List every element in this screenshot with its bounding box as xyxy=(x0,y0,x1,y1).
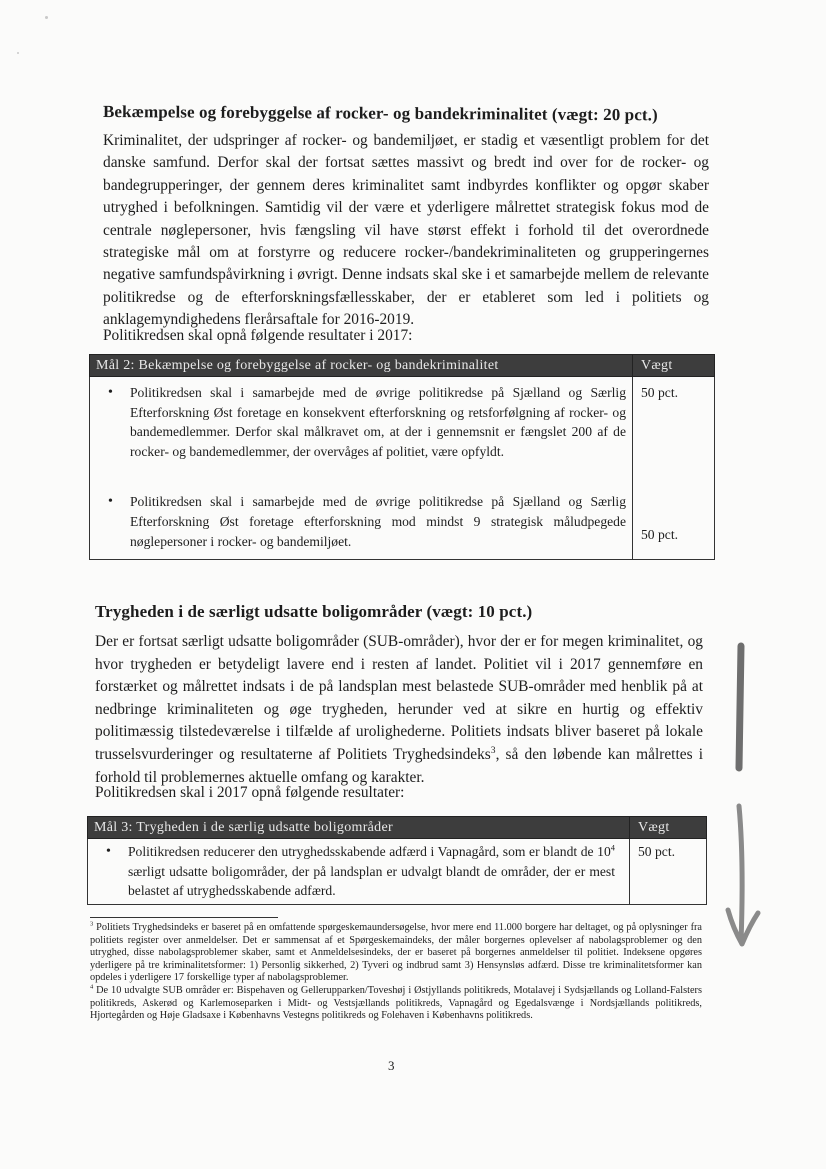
paragraph-text: , så den løbende kan målrettes i forhold til problemernes aktuelle omfang og karakter. xyxy=(95,745,703,786)
footnote-mark: 3 xyxy=(90,920,94,928)
page-number: 3 xyxy=(388,1058,395,1073)
section-paragraph-rocker: Kriminalitet, der udspringer af rocker- og bandemiljøet, er stadig et væsentligt problem for det danske samfund. Derfor skal der fortsat sættes massivt og bredt ind over for de rocker- og bandegrupperinger, der gennem deres kriminalitet samt indbyrdes konflikter og opgør skaber utryghed i befolkningen. Samtidig vil der være et yderligere målrettet strategisk fokus mod de centrale nøglepersoner, hvis fængsling vil have størst effekt i forhold til det overordnede strategiske mål om at forstyrre og reducere rocker-/bandekriminaliteten og grupperingernes negative samfundspåvirkning i øvrigt. Denne indsats skal ske i et samarbejde mellem de relevante politikredse og de efterforskningsfællesskaber, der er etableret som led i politiets og anklagemyndighedens flerårsaftale for 2016-2019. xyxy=(103,132,709,329)
goal-item: • Politikredsen skal i samarbejde med de øvrige politikredse på Sjælland og Særlig Efterforskning Øst foretage efterforskning mod mindst 9 strategisk måludpegede nøglepersoner i rocker- og bandemiljøet. xyxy=(90,492,632,551)
goal-table-2 xyxy=(89,354,715,560)
footnotes xyxy=(90,922,702,1023)
goal-table-header-weight: Vægt xyxy=(633,355,715,377)
goal-table-header-title: Mål 3: Trygheden i de særlig udsatte boligområder xyxy=(88,817,630,839)
scan-speck xyxy=(17,52,19,54)
footnote-mark: 4 xyxy=(90,983,94,991)
paragraph-text: Der er fortsat særligt udsatte boligområder (SUB-områder), hvor der er for megen kriminalitet, og hvor trygheden er betydeligt lavere end i resten af landet. Politiet vil i 2017 gennemføre en forstærket og målrettet indsats i de på landsplan mest belastede SUB-områder med henblik på at nedbringe kriminaliteten og øge trygheden, herunder ved at sikre en hurtig og effektiv politimæssig tilstedeværelse i tilfælde af urolighederne. Politiets indsats bliver baseret på lokale trusselsvurderinger og resultaterne af Politiets Tryghedsindeks xyxy=(95,633,703,763)
goal-weight-cell xyxy=(633,377,715,560)
goal-table-header-weight: Vægt xyxy=(630,817,707,839)
goal-item-text: særligt udsatte boligområder, der på landsplan er udvalgt blandt de områder, der er mest belastet af utryghedsskabende adfærd. xyxy=(128,863,615,899)
footnote-3 xyxy=(90,922,702,985)
footnote-4 xyxy=(90,985,702,1023)
goal-table-3 xyxy=(87,816,707,905)
footnote-text: Politiets Tryghedsindeks er baseret på en omfattende spørgeskemaundersøgelse, hvor mere end 11.000 borgere har deltaget, og på oplysninger fra politiets register over anmeldelser. Det er sammensat af et Spørgeskemaindeks, der måler borgernes oplevelser af nabolagsproblemer og den utryghed, disse nabolagsproblemer skaber, samt et Anmeldelsesindeks, der er baseret på borgernes anmeldelser til politiet. Indeksene opgøres yderligere på tre kriminalitetsformer: 1) Personlig sikkerhed, 2) Tyveri og indbrud samt 3) Hensynsløs adfærd. Disse tre kriminalitetsformer kan opdeles i yderligere 17 forskellige typer af nabolagsproblemer. xyxy=(90,922,702,984)
margin-bar-mark xyxy=(739,646,741,768)
goal-table-body xyxy=(90,377,633,560)
scan-speck xyxy=(45,16,48,19)
section-heading-rocker: Bekæmpelse og forebyggelse af rocker- og bandekriminalitet (vægt: 20 pct.) xyxy=(102,102,658,125)
section-paragraph-sub xyxy=(95,631,703,789)
goal-weight: 50 pct. xyxy=(630,839,707,905)
goal-table-header-title: Mål 2: Bekæmpelse og forebyggelse af rocker- og bandekriminalitet xyxy=(90,355,633,377)
section-heading-sub: Trygheden i de særligt udsatte boligområder (vægt: 10 pct.) xyxy=(95,602,533,621)
results-lead-2017: Politikredsen skal opnå følgende resultater i 2017: xyxy=(103,327,413,344)
results-lead-2017-b: Politikredsen skal i 2017 opnå følgende resultater: xyxy=(95,784,405,801)
footnote-ref: 4 xyxy=(610,842,615,853)
footnote-rule xyxy=(90,917,278,918)
footnote-ref: 3 xyxy=(490,744,496,756)
goal-table-body xyxy=(88,839,630,905)
goal-weight: 50 pct. xyxy=(641,527,678,542)
goal-item: • Politikredsen skal i samarbejde med de øvrige politikredse på Sjælland og Særlig Efterforskning Øst foretage en konsekvent efterforskning og retsforfølgning af rocker- og bandemedlemmer. Derfor skal målkravet om, at der i gennemsnit er fængslet 200 af de rocker- og bandemedlemmer, der overvåges af politiet, være opfyldt. xyxy=(90,383,632,461)
goal-weight: 50 pct. xyxy=(641,385,678,400)
down-arrow-icon xyxy=(728,806,758,944)
goal-item xyxy=(88,842,629,901)
footnote-text: De 10 udvalgte SUB områder er: Bispehaven og Gellerupparken/Toveshøj i Østjyllands politikreds, Motalavej i Sydsjællands og Lolland-Falsters politikreds, Askerød og Karlemoseparken i Midt- og Vestsjællands politikreds, Vapnagård og Egedalsvænge i Nordsjællands politikreds, Hjortegården og Høje Gladsaxe i Københavns Vestegns politikreds og Folehaven i Københavns politikreds. xyxy=(90,984,702,1022)
goal-item-text: Politikredsen reducerer den utryghedsskabende adfærd i Vapnagård, som er blandt de 10 xyxy=(128,844,611,859)
